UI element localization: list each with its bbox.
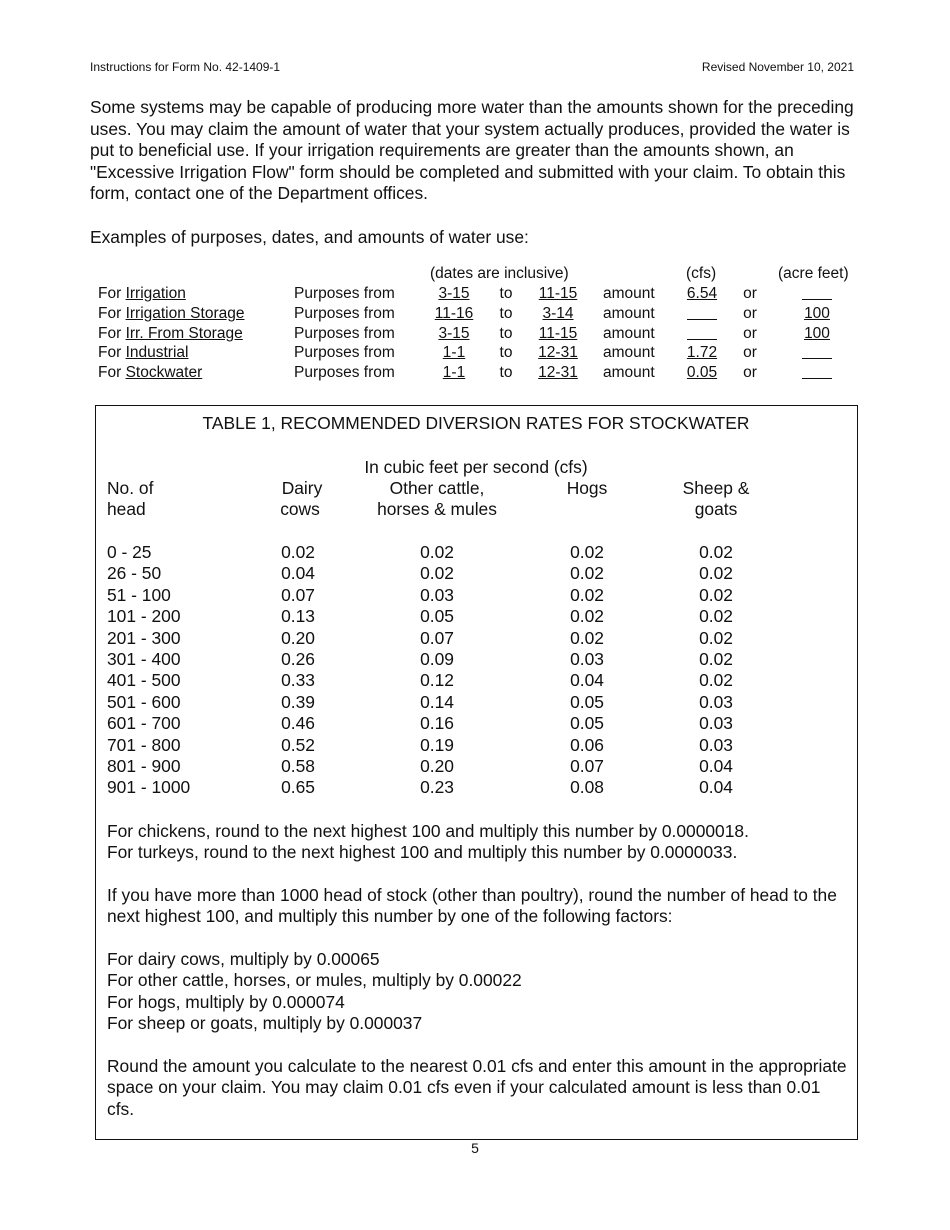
example-acre-feet: 100 bbox=[804, 324, 830, 342]
rate-cell: 0.02 bbox=[699, 670, 733, 691]
blank-line bbox=[802, 364, 832, 379]
example-cfs: 0.05 bbox=[686, 364, 718, 382]
example-purpose bbox=[98, 344, 188, 362]
header-horses-mules: horses & mules bbox=[377, 499, 497, 519]
rate-cell: 0.05 bbox=[570, 713, 604, 734]
example-or: or bbox=[743, 304, 757, 322]
page-number: 5 bbox=[471, 1140, 479, 1156]
rate-cell: 0.07 bbox=[570, 756, 604, 776]
dates-column-header: (dates are inclusive) bbox=[430, 265, 569, 282]
table-row bbox=[96, 713, 856, 734]
example-purpose-name: Irrigation bbox=[125, 285, 186, 302]
example-amount-label: amount bbox=[603, 364, 655, 382]
example-cfs bbox=[687, 305, 717, 325]
blank-line bbox=[687, 325, 717, 340]
example-to-label: to bbox=[499, 324, 513, 342]
example-from-label: Purposes from bbox=[294, 364, 395, 382]
example-to-label: to bbox=[499, 364, 513, 382]
rate-cell: 0.06 bbox=[570, 734, 604, 755]
rate-cell: 0.04 bbox=[699, 777, 733, 798]
examples-intro: Examples of purposes, dates, and amounts of water use: bbox=[90, 227, 529, 247]
example-prefix: For bbox=[98, 304, 126, 322]
table1-header-row-1 bbox=[96, 478, 856, 499]
example-amount-label: amount bbox=[603, 344, 655, 362]
rate-cell: 0.02 bbox=[699, 542, 733, 562]
rate-cell: 0.02 bbox=[699, 627, 733, 648]
head-range-cell: 26 - 50 bbox=[107, 563, 162, 584]
example-to: 11-15 bbox=[538, 324, 578, 342]
rate-cell: 0.02 bbox=[699, 563, 733, 584]
table-row bbox=[96, 606, 856, 627]
example-acre-feet bbox=[802, 285, 832, 305]
example-to-label: to bbox=[499, 344, 513, 362]
example-amount-label: amount bbox=[603, 285, 655, 302]
factor-hogs: For hogs, multiply by 0.000074 bbox=[107, 992, 345, 1012]
table-row bbox=[96, 563, 856, 584]
rate-cell: 0.46 bbox=[281, 713, 315, 734]
example-purpose-name: Industrial bbox=[125, 344, 189, 362]
header-dairy: Dairy bbox=[281, 478, 323, 498]
rate-cell: 0.05 bbox=[570, 691, 604, 712]
example-to: 3-14 bbox=[542, 304, 574, 322]
example-prefix: For bbox=[98, 324, 126, 342]
rate-cell: 0.26 bbox=[281, 649, 315, 669]
example-amount-label: amount bbox=[603, 304, 655, 322]
example-prefix: For bbox=[98, 364, 126, 382]
rate-cell: 0.03 bbox=[699, 691, 733, 712]
example-prefix: For bbox=[98, 344, 126, 362]
rate-cell: 0.04 bbox=[699, 756, 733, 776]
example-from: 1-1 bbox=[442, 364, 466, 382]
example-from: 1-1 bbox=[442, 344, 466, 362]
rate-cell: 0.16 bbox=[420, 713, 454, 734]
example-amount-label: amount bbox=[603, 324, 655, 342]
rate-cell: 0.03 bbox=[420, 584, 454, 605]
head-range-cell: 901 - 1000 bbox=[107, 777, 191, 798]
head-range-cell: 501 - 600 bbox=[107, 691, 181, 712]
acre-feet-column-header: (acre feet) bbox=[778, 265, 849, 282]
head-range-cell: 51 - 100 bbox=[107, 584, 171, 605]
rate-cell: 0.02 bbox=[570, 563, 604, 584]
large-herd-note: If you have more than 1000 head of stock (other than poultry), round the number of head to the next highest 100, and multiply this number by one of the following factors: bbox=[107, 885, 837, 927]
example-purpose bbox=[98, 325, 243, 343]
example-cfs: 1.72 bbox=[686, 344, 718, 362]
header-head: head bbox=[107, 499, 146, 519]
blank-line bbox=[802, 285, 832, 300]
rate-cell: 0.52 bbox=[281, 734, 315, 755]
example-from-label: Purposes from bbox=[294, 285, 395, 302]
rate-cell: 0.33 bbox=[281, 670, 315, 691]
header-cows: cows bbox=[280, 499, 320, 519]
blank-line bbox=[687, 305, 717, 320]
revision-date-header: Revised November 10, 2021 bbox=[701, 60, 854, 74]
example-purpose-name: Irr. From Storage bbox=[125, 324, 243, 342]
rate-cell: 0.20 bbox=[420, 756, 454, 776]
example-to: 12-31 bbox=[538, 364, 578, 382]
rate-cell: 0.04 bbox=[281, 563, 315, 584]
rate-cell: 0.02 bbox=[570, 542, 604, 562]
intro-paragraph: Some systems may be capable of producing more water than the amounts shown for the preceding uses. You may claim the amount of water that your system actually produces, provided the water is put to beneficial use. If your irrigation requirements are greater than the amounts shown, an "Excessive Irrigation Flow" form should be completed and submitted with your claim. To obtain this form, contact one of the Department offices. bbox=[90, 97, 854, 203]
rate-cell: 0.12 bbox=[420, 670, 454, 691]
rate-cell: 0.23 bbox=[420, 777, 454, 798]
head-range-cell: 201 - 300 bbox=[107, 627, 181, 648]
table-row bbox=[96, 735, 856, 756]
example-purpose bbox=[98, 364, 202, 382]
head-range-cell: 701 - 800 bbox=[107, 734, 181, 755]
blank-line bbox=[802, 344, 832, 359]
head-range-cell: 401 - 500 bbox=[107, 670, 181, 691]
rate-cell: 0.20 bbox=[281, 627, 315, 648]
example-or: or bbox=[743, 344, 757, 362]
rate-cell: 0.07 bbox=[420, 627, 454, 648]
example-to-label: to bbox=[499, 285, 513, 302]
rate-cell: 0.14 bbox=[420, 691, 454, 712]
rate-cell: 0.04 bbox=[570, 670, 604, 691]
example-from: 11-16 bbox=[434, 304, 474, 322]
rate-cell: 0.02 bbox=[570, 627, 604, 648]
example-to: 12-31 bbox=[538, 344, 578, 362]
rate-cell: 0.02 bbox=[699, 649, 733, 669]
rate-cell: 0.02 bbox=[570, 584, 604, 605]
header-sheep: Sheep & bbox=[682, 478, 750, 498]
header-other-cattle: Other cattle, bbox=[389, 478, 485, 498]
table1-header-row-2 bbox=[96, 499, 856, 520]
rate-cell: 0.13 bbox=[281, 606, 315, 627]
rate-cell: 0.02 bbox=[699, 584, 733, 605]
examples-table bbox=[0, 265, 950, 390]
example-purpose-name: Stockwater bbox=[125, 364, 203, 382]
example-cfs bbox=[687, 325, 717, 345]
rate-cell: 0.02 bbox=[281, 542, 315, 562]
example-or: or bbox=[743, 285, 757, 302]
example-to-label: to bbox=[499, 304, 513, 322]
rate-cell: 0.39 bbox=[281, 691, 315, 712]
rate-cell: 0.58 bbox=[281, 756, 315, 776]
rate-cell: 0.03 bbox=[699, 713, 733, 734]
example-acre-feet: 100 bbox=[804, 304, 830, 322]
turkeys-note: For turkeys, round to the next highest 100 and multiply this number by 0.0000033. bbox=[107, 842, 738, 862]
table-row bbox=[96, 542, 856, 563]
header-no-of-head: No. of bbox=[107, 478, 154, 498]
rate-cell: 0.03 bbox=[699, 734, 733, 755]
rate-cell: 0.65 bbox=[281, 777, 315, 798]
example-from-label: Purposes from bbox=[294, 344, 395, 362]
head-range-cell: 601 - 700 bbox=[107, 713, 181, 734]
table-row bbox=[96, 777, 856, 798]
rate-cell: 0.05 bbox=[420, 606, 454, 627]
example-from: 3-15 bbox=[438, 285, 470, 302]
example-to: 11-15 bbox=[538, 285, 578, 302]
table-row bbox=[96, 649, 856, 670]
head-range-cell: 101 - 200 bbox=[107, 606, 181, 627]
rate-cell: 0.02 bbox=[699, 606, 733, 627]
example-purpose bbox=[98, 305, 244, 323]
table1-box bbox=[95, 405, 858, 1140]
head-range-cell: 0 - 25 bbox=[107, 542, 152, 562]
chickens-note: For chickens, round to the next highest 100 and multiply this number by 0.0000018. bbox=[107, 821, 749, 841]
rate-cell: 0.08 bbox=[570, 777, 604, 798]
form-number-header: Instructions for Form No. 42-1409-1 bbox=[90, 60, 281, 74]
example-from: 3-15 bbox=[438, 324, 470, 342]
factor-dairy: For dairy cows, multiply by 0.00065 bbox=[107, 949, 380, 969]
example-purpose bbox=[98, 285, 186, 303]
header-goats: goats bbox=[694, 499, 738, 519]
example-acre-feet bbox=[802, 364, 832, 384]
example-cfs: 6.54 bbox=[686, 285, 718, 302]
example-acre-feet bbox=[802, 344, 832, 364]
header-hogs: Hogs bbox=[566, 478, 608, 498]
table-row bbox=[96, 585, 856, 606]
rate-cell: 0.03 bbox=[570, 649, 604, 669]
example-or: or bbox=[743, 364, 757, 382]
table1-units: In cubic feet per second (cfs) bbox=[364, 457, 588, 477]
example-from-label: Purposes from bbox=[294, 304, 395, 322]
rounding-note: Round the amount you calculate to the nearest 0.01 cfs and enter this amount in the appropriate space on your claim. You may claim 0.01 cfs even if your calculated amount is less than 0.01 cfs. bbox=[107, 1056, 847, 1119]
table-row bbox=[96, 756, 856, 777]
head-range-cell: 801 - 900 bbox=[107, 756, 181, 776]
factor-sheep: For sheep or goats, multiply by 0.000037 bbox=[107, 1013, 423, 1033]
rate-cell: 0.02 bbox=[420, 563, 454, 584]
factor-cattle: For other cattle, horses, or mules, multiply by 0.00022 bbox=[107, 970, 522, 990]
rate-cell: 0.07 bbox=[281, 584, 315, 605]
table-row bbox=[96, 628, 856, 649]
example-or: or bbox=[743, 324, 757, 342]
head-range-cell: 301 - 400 bbox=[107, 649, 181, 669]
cfs-column-header: (cfs) bbox=[686, 265, 717, 282]
table1-title: TABLE 1, RECOMMENDED DIVERSION RATES FOR STOCKWATER bbox=[202, 413, 750, 433]
example-from-label: Purposes from bbox=[294, 324, 395, 342]
table-row bbox=[96, 692, 856, 713]
table-row bbox=[96, 670, 856, 691]
example-prefix: For bbox=[98, 285, 126, 302]
example-purpose-name: Irrigation Storage bbox=[125, 304, 245, 322]
rate-cell: 0.02 bbox=[570, 606, 604, 627]
rate-cell: 0.19 bbox=[420, 734, 454, 755]
rate-cell: 0.09 bbox=[420, 649, 454, 669]
rate-cell: 0.02 bbox=[420, 542, 454, 562]
